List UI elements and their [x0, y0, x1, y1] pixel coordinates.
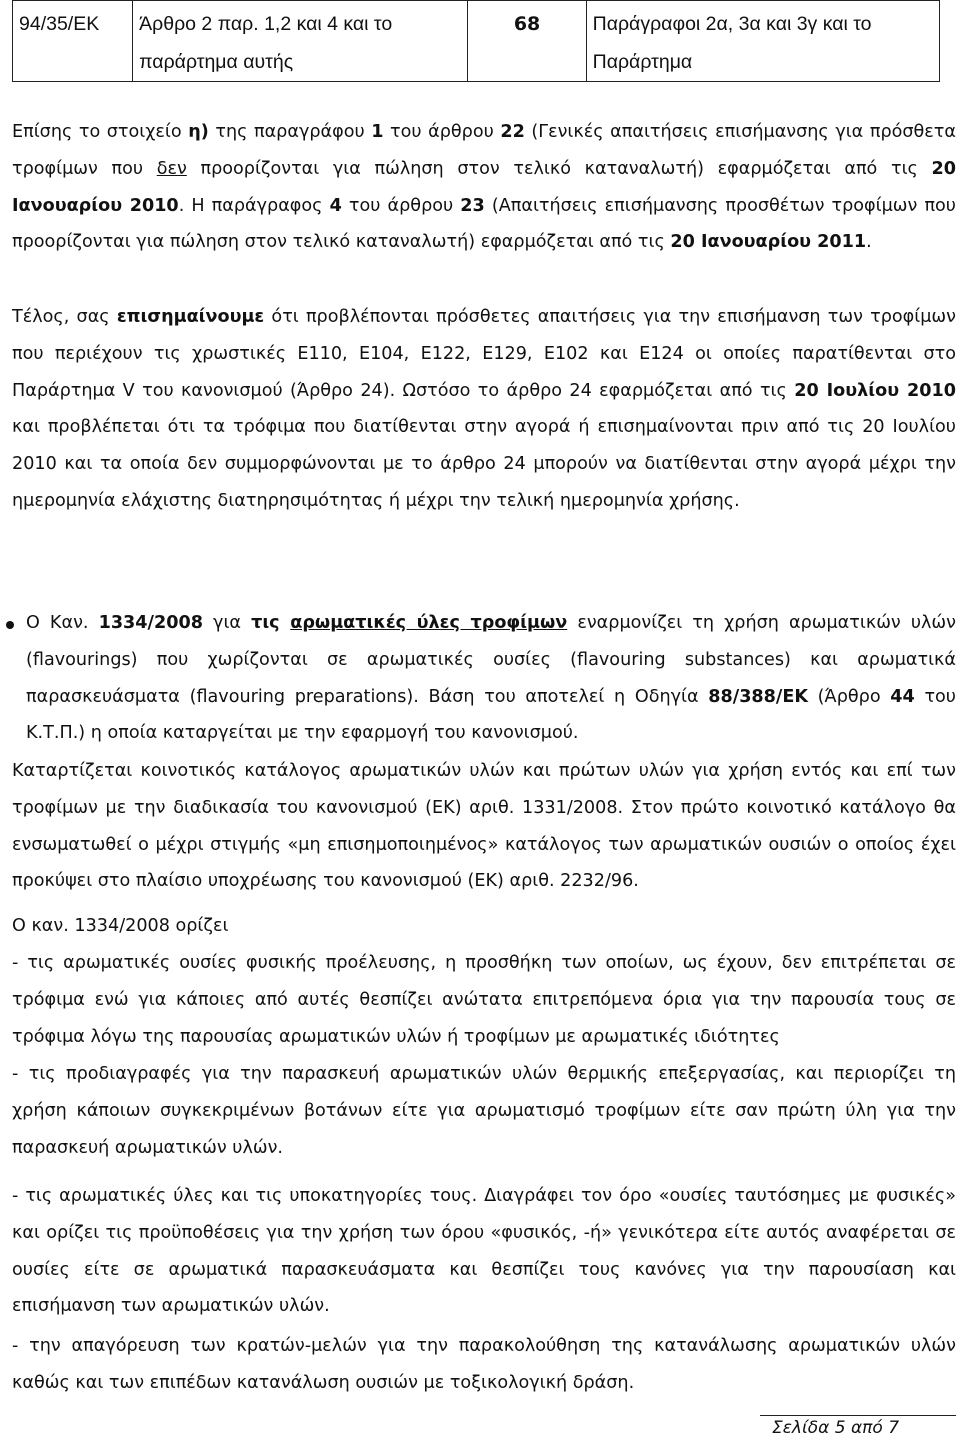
- paragraph-colours: Τέλος, σας επισημαίνουμε ότι προβλέπονται πρόσθετες απαιτήσεις για την επισήμανση των τροφίμων που περιέχουν τις χρωστικές Ε110, Ε104, Ε122, Ε129, Ε102 και Ε124 οι οποίες παρατίθενται στο Παράρτημα V του κανονισμού (Άρθρο 24). Ωστόσο το άρθρο 24 εφαρμόζεται από τις 20 Ιουλίου 2010 και προβλέπεται ότι τα τρόφιμα που διατίθενται στην αγορά ή επισημαίνονται πριν από τις 20 Ιουλίου 2010 και τα οποία δεν συμμορφώνονται με το άρθρο 24 μπορούν να διατίθενται στην αγορά μέχρι την ημερομηνία ελάχιστης διατηρησιμότητας ή μέχρι την τελική ημερομηνία χρήσης.: [12, 307, 956, 511]
- paragraph-community-list: Καταρτίζεται κοινοτικός κατάλογος αρωματικών υλών και πρώτων υλών για χρήση εντός και επί των τροφίμων με την διαδικασία του κανονισμού (ΕΚ) αριθ. 1331/2008. Στον πρώτο κοινοτικό κατάλογο θα ενσωματωθεί ο μέχρι στιγμής «μη επισημοποιημένος» κατάλογος των αρωματικών ουσιών ο οποίος έχει προκύψει στο πλαίσιο υποχρέωσης του κανονισμού (ΕΚ) αριθ. 2232/96.: [12, 761, 956, 892]
- list-item-monitoring: - την απαγόρευση των κρατών-μελών για την παρακολούθηση της κατανάλωσης αρωματικών υλών καθώς και των επιπέδων κατανάλωση ουσιών με τοξικολογική δράση.: [12, 1336, 956, 1393]
- page-number: Σελίδα 5 από 7: [772, 1418, 900, 1438]
- paragraph-dates: Επίσης το στοιχείο η) της παραγράφου 1 του άρθρου 22 (Γενικές απαιτήσεις επισήμανσης για πρόσθετα τροφίμων που δεν προορίζονται για πώληση στον τελικό καταναλωτή) εφαρμόζεται από τις 20 Ιανουαρίου 2010. Η παράγραφος 4 του άρθρου 23 (Απαιτήσεις επισήμανσης προσθέτων τροφίμων που προορίζονται για πώληση στον τελικό καταναλωτή) εφαρμόζεται από τις 20 Ιανουαρίου 2011.: [12, 122, 957, 253]
- table-row: [13, 1, 940, 82]
- directive-cell: 94/35/ΕΚ: [13, 1, 133, 82]
- list-item-specifications: - τις προδιαγραφές για την παρασκευή αρωματικών υλών θερμικής επεξεργασίας, και περιορίζει τη χρήση κάποιων συγκεκριμένων βοτάνων είτε για αρωματισμό τροφίμων είτε σαν πρώτη ύλη για την παρασκευή αρωματικών υλών.: [12, 1064, 956, 1158]
- paragraph-regulation-defines: Ο καν. 1334/2008 ορίζει: [12, 916, 229, 936]
- bullet-icon: [6, 621, 14, 629]
- list-item-natural-substances: - τις αρωματικές ουσίες φυσικής προέλευσης, η προσθήκη των οποίων, ως έχουν, δεν επιτρέπεται σε τρόφιμα ενώ για κάποιες από αυτές θεσπίζει ανώτατα επιτρεπόμενα όρια για την παρουσία τους σε τρόφιμα λόγω της παρουσίας αρωματικών υλών ή τροφίμων με αρωματικές ιδιότητες: [12, 953, 956, 1047]
- article-cell: Άρθρο 2 παρ. 1,2 και 4 και το παράρτημα αυτής: [133, 1, 468, 82]
- reference-table: [12, 0, 940, 82]
- paragraphs-cell: Παράγραφοι 2α, 3α και 3γ και το Παράρτημα: [586, 1, 939, 82]
- number-cell: 68: [468, 1, 586, 82]
- list-item-categories: - τις αρωματικές ύλες και τις υποκατηγορίες τους. Διαγράφει τον όρο «ουσίες ταυτόσημες με φυσικές» και ορίζει τις προϋποθέσεις για την χρήση των όρου «φυσικός, -ή» γενικότερα είτε αυτός αναφέρεται σε ουσίες είτε σε αρωματικά παρασκευάσματα και θεσπίζει τους κανόνες για την παρουσίαση και επισήμανση των αρωματικών υλών.: [12, 1186, 956, 1317]
- footer-rule: [760, 1415, 956, 1416]
- paragraph-flavourings: Ο Καν. 1334/2008 για τις αρωματικές ύλες τροφίμων εναρμονίζει τη χρήση αρωματικών υλών (flavourings) που χωρίζονται σε αρωματικές ουσίες (flavouring substances) και αρωματικά παρασκευάσματα (flavouring preparations). Βάση του αποτελεί η Οδηγία 88/388/ΕΚ (Άρθρο 44 του Κ.Τ.Π.) η οποία καταργείται με την εφαρμογή του κανονισμού.: [26, 613, 956, 744]
